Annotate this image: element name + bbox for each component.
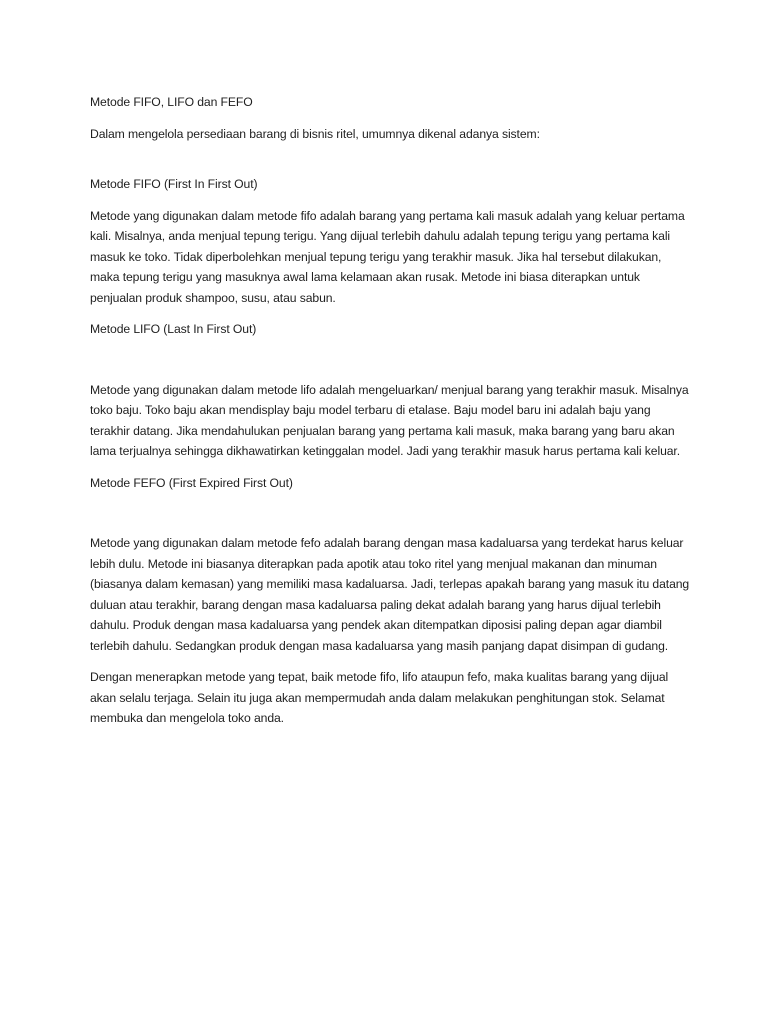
fifo-heading: Metode FIFO (First In First Out) <box>90 177 258 191</box>
lifo-heading: Metode LIFO (Last In First Out) <box>90 322 257 336</box>
intro-paragraph: Dalam mengelola persediaan barang di bisnis ritel, umumnya dikenal adanya sistem: <box>90 126 540 141</box>
fifo-body: Metode yang digunakan dalam metode fifo adalah barang yang pertama kali masuk adalah yang keluar pertama kali. Misalnya, anda menjual tepung terigu. Yang dijual terlebih dahulu adalah tepung terigu yang pertama kali masuk ke toko. Tidak diperbolehkan menjual tepung terigu yang terakhir masuk. Jika hal tersebut dilakukan, maka tepung terigu yang masuknya awal lama kelamaan akan rusak. Metode ini biasa diterapkan untuk penjualan produk shampoo, susu, atau sabun. <box>90 208 685 305</box>
fefo-heading: Metode FEFO (First Expired First Out) <box>90 475 293 490</box>
lifo-body: Metode yang digunakan dalam metode lifo adalah mengeluarkan/ menjual barang yang terakhir masuk. Misalnya toko baju. Toko baju akan mendisplay baju model terbaru di etalase. Baju model baru ini adalah baju yang terakhir datang. Jika mendahulukan penjualan barang yang pertama kali masuk, maka barang yang baru akan lama terjualnya sehingga dikhawatirkan ketinggalan model. Jadi yang terakhir masuk harus pertama kali keluar. <box>90 382 689 458</box>
document-title: Metode FIFO, LIFO dan FEFO <box>90 95 253 109</box>
conclusion-paragraph: Dengan menerapkan metode yang tepat, baik metode fifo, lifo ataupun fefo, maka kualitas barang yang dijual akan selalu terjaga. Selain itu juga akan mempermudah anda dalam melakukan penghitungan stok. Selamat membuka dan mengelola toko anda. <box>90 670 669 725</box>
document-page <box>90 92 690 740</box>
fefo-body: Metode yang digunakan dalam metode fefo adalah barang dengan masa kadaluarsa yang terdekat harus keluar lebih dulu. Metode ini biasanya diterapkan pada apotik atau toko ritel yang menjual makanan dan minuman (biasanya dalam kemasan) yang memiliki masa kadaluarsa. Jadi, terlepas apakah barang yang masuk itu datang duluan atau terakhir, barang dengan masa kadaluarsa paling dekat adalah barang yang harus dijual terlebih dahulu. Produk dengan masa kadaluarsa yang pendek akan ditempatkan diposisi paling depan agar diambil terlebih dahulu. Sedangkan produk dengan masa kadaluarsa yang masih panjang dapat disimpan di gudang. <box>90 536 690 653</box>
